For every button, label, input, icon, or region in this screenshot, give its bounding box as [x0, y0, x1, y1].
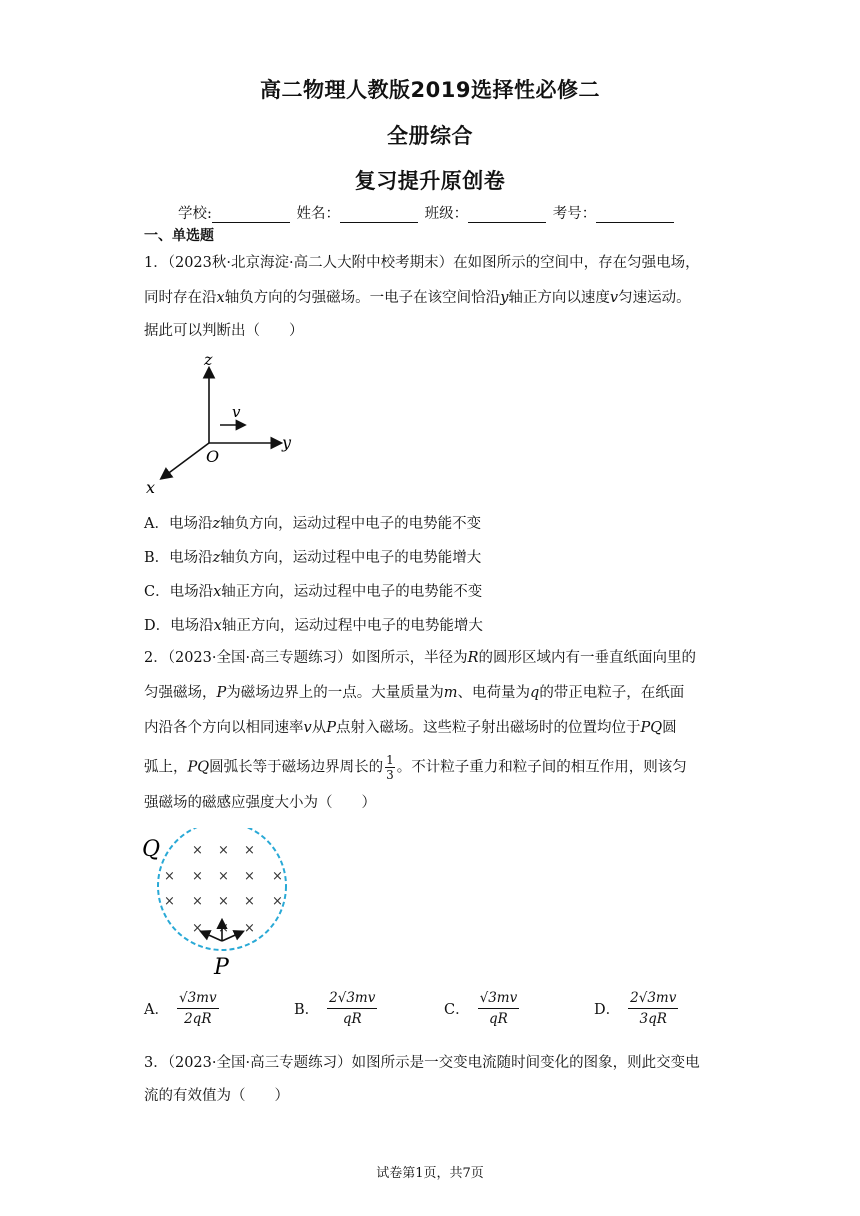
class-label: 班级：	[424, 206, 469, 222]
q2-line2: 匀强磁场，P为磁场边界上的一点。大量质量为m、电荷量为q的带正电粒子，在纸面	[144, 685, 685, 701]
v-label: v	[232, 403, 241, 421]
field-cross: ×	[218, 843, 229, 858]
doc-title: 高二物理人教版2019选择性必修二	[260, 78, 600, 102]
q2-line4: 弧上，PQ圆弧长等于磁场边界周长的 $\frac{1}{3}$ 。不计粒子重力和粒子间的相互作用，则该匀	[144, 753, 687, 782]
q2-line5: 强磁场的磁感应强度大小为（ ）	[144, 795, 376, 811]
q3-line1: 3．（2023·全国·高三专题练习）如图所示是一交变电流随时间变化的图象，则此交变电	[144, 1055, 700, 1071]
q2-option-c[interactable]: C． $\frac{√3mv}{qR}$	[444, 990, 518, 1027]
q2-line3: 内沿各个方向以相同速率v从P点射入磁场。这些粒子射出磁场时的位置均位于PQ圆	[144, 720, 677, 736]
q3-line2: 流的有效值为（ ）	[144, 1088, 289, 1104]
info-fields	[178, 202, 676, 223]
q1-line2: 同时存在沿x轴负方向的匀强磁场。一电子在该空间恰沿y轴正方向以速度v匀速运动。	[144, 290, 691, 306]
q2-field-figure	[136, 828, 296, 980]
q1-line3: 据此可以判断出（ ）	[144, 323, 304, 339]
doc-subtitle-2: 复习提升原创卷	[354, 169, 506, 193]
q1-axes-figure	[140, 345, 310, 500]
field-cross: ×	[192, 894, 203, 909]
name-blank[interactable]	[340, 206, 418, 223]
y-label: y	[282, 433, 292, 452]
class-blank[interactable]	[468, 206, 546, 223]
q2-option-a[interactable]: A． $\frac{√3mv}{2qR}$	[144, 990, 217, 1027]
field-cross: ×	[164, 869, 175, 884]
section-title: 一、单选题	[144, 228, 214, 244]
q2-option-d[interactable]: D． $\frac{2√3mv}{3qR}$	[594, 990, 677, 1027]
field-cross: ×	[244, 894, 255, 909]
q2-line1: 2．（2023·全国·高三专题练习）如图所示，半径为R的圆形区域内有一垂直纸面向里的	[144, 650, 697, 666]
field-cross: ×	[192, 869, 203, 884]
q-point-label: Q	[142, 837, 161, 862]
z-label: z	[204, 350, 213, 369]
field-cross: ×	[272, 869, 283, 884]
exam-number-label: 考号：	[552, 206, 597, 222]
p-point-label: P	[214, 955, 229, 980]
field-cross: ×	[164, 894, 175, 909]
q1-line1: 1．（2023秋·北京海淀·高二人大附中校考期末）在如图所示的空间中，存在匀强电场，	[144, 255, 700, 271]
field-crosses	[164, 843, 283, 936]
origin-label: O	[206, 447, 220, 466]
q1-option-d[interactable]: D．电场沿x轴正方向，运动过程中电子的电势能增大	[144, 618, 483, 634]
one-third-fraction: $\frac{1}{3}$	[386, 753, 394, 782]
exam-number-blank[interactable]	[596, 206, 674, 223]
x-axis	[162, 443, 209, 478]
field-cross: ×	[244, 921, 255, 936]
school-label: 学校:	[178, 206, 212, 222]
field-cross: ×	[218, 894, 229, 909]
name-label: 姓名：	[296, 206, 340, 222]
school-blank[interactable]	[212, 206, 290, 223]
x-label: x	[146, 478, 156, 497]
q2-option-b[interactable]: B． $\frac{2√3mv}{qR}$	[294, 990, 376, 1027]
q1-option-a[interactable]: A．电场沿z轴负方向，运动过程中电子的电势能不变	[144, 516, 482, 532]
field-cross: ×	[244, 869, 255, 884]
field-cross: ×	[272, 894, 283, 909]
field-cross: ×	[244, 843, 255, 858]
field-cross: ×	[192, 921, 203, 936]
page-footer: 试卷第1页，共7页	[376, 1166, 484, 1181]
field-cross: ×	[192, 843, 203, 858]
doc-subtitle: 全册综合	[387, 124, 473, 148]
field-cross: ×	[218, 869, 229, 884]
q1-option-c[interactable]: C．电场沿x轴正方向，运动过程中电子的电势能不变	[144, 584, 483, 600]
field-cross: ×	[218, 921, 229, 936]
q1-option-b[interactable]: B．电场沿z轴负方向，运动过程中电子的电势能增大	[144, 550, 482, 566]
